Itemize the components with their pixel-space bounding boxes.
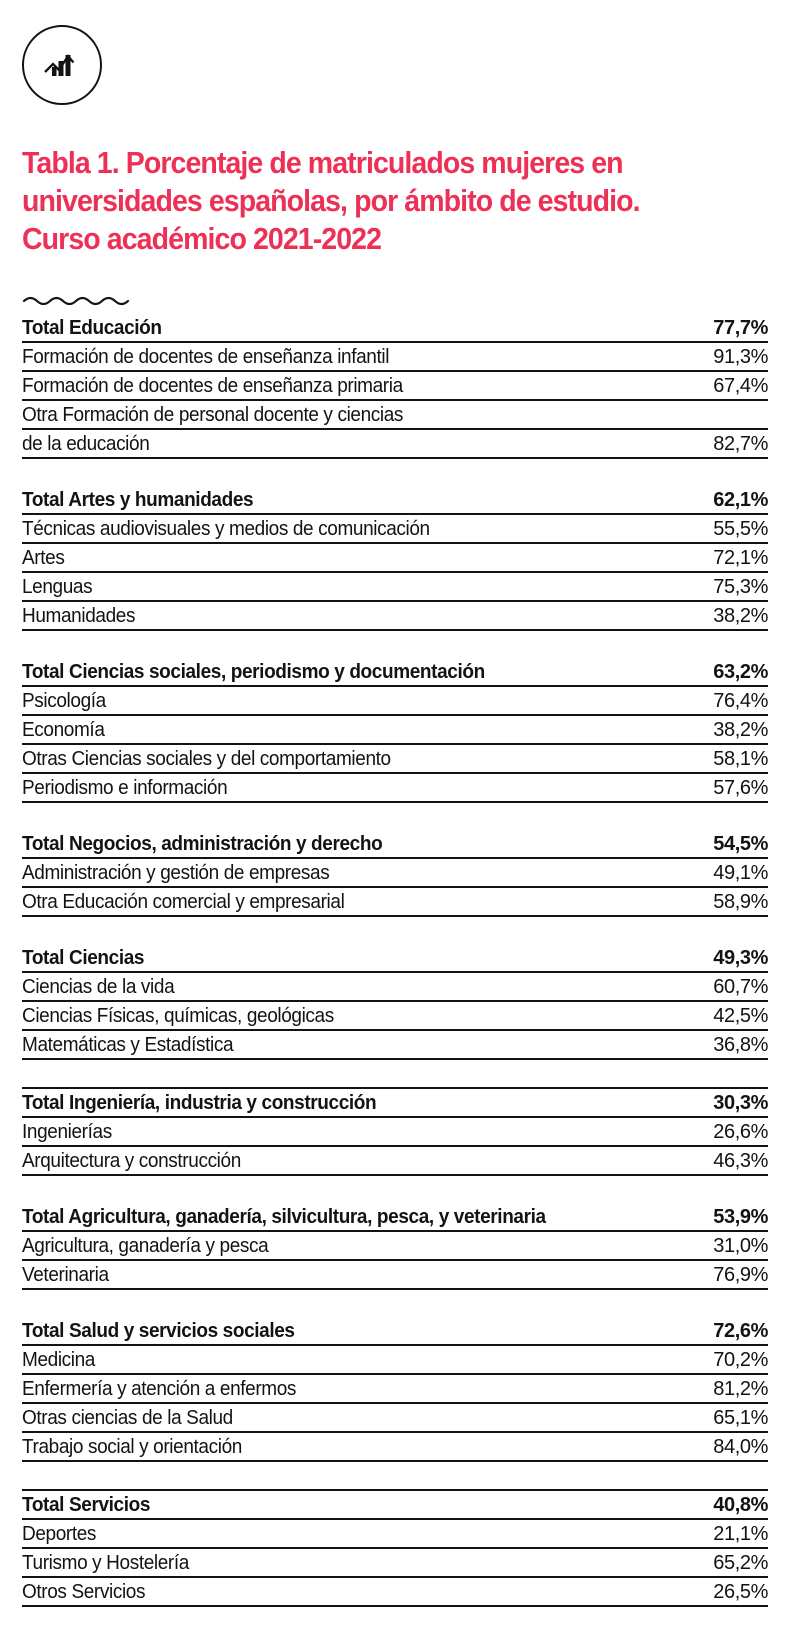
table-row: [22, 430, 768, 459]
row-value: 65,1%: [713, 1407, 768, 1429]
row-label: Total Ciencias: [22, 947, 145, 969]
title-line-2: universidades españolas, por ámbito de estudio.: [22, 183, 640, 218]
table-row: [22, 372, 768, 401]
row-value: 63,2%: [713, 661, 768, 683]
table-row: [22, 888, 768, 917]
squiggle-divider-icon: [22, 294, 130, 306]
row-label: Ciencias Físicas, químicas, geológicas: [22, 1005, 334, 1027]
row-label: Agricultura, ganadería y pesca: [22, 1235, 269, 1257]
row-value: 49,3%: [713, 947, 768, 969]
table-row: [22, 544, 768, 573]
row-label: Total Ciencias sociales, periodismo y documentación: [22, 661, 485, 683]
table-section: [22, 1317, 768, 1462]
row-value: 77,7%: [713, 317, 768, 339]
row-value: 58,1%: [713, 748, 768, 770]
row-value: 72,6%: [713, 1320, 768, 1342]
row-label: Total Salud y servicios sociales: [22, 1320, 295, 1342]
table-section: [22, 658, 768, 803]
table-row: [22, 716, 768, 745]
section-total-row: [22, 1317, 768, 1346]
section-total-row: [22, 486, 768, 515]
table-row: [22, 1520, 768, 1549]
section-total-row: [22, 1203, 768, 1232]
row-value: 46,3%: [713, 1150, 768, 1172]
row-label: Humanidades: [22, 605, 136, 627]
title-line-1: Tabla 1. Porcentaje de matriculados mujeres en: [22, 145, 623, 180]
table-section: [22, 830, 768, 917]
row-label: Otra Educación comercial y empresarial: [22, 891, 345, 913]
row-value: 84,0%: [713, 1436, 768, 1458]
row-value: 91,3%: [713, 346, 768, 368]
row-value: 31,0%: [713, 1235, 768, 1257]
row-value: 65,2%: [713, 1552, 768, 1574]
table-section: [22, 486, 768, 631]
row-value: 36,8%: [713, 1034, 768, 1056]
row-label: Lenguas: [22, 576, 93, 598]
row-value: 57,6%: [713, 777, 768, 799]
table-section: [22, 944, 768, 1060]
row-value: 53,9%: [713, 1206, 768, 1228]
row-label: Total Artes y humanidades: [22, 489, 254, 511]
table-section: [22, 1087, 768, 1176]
page-title: [22, 144, 708, 258]
table-row: [22, 687, 768, 716]
row-value: 72,1%: [713, 547, 768, 569]
row-label: de la educación: [22, 433, 150, 455]
table-row: [22, 1433, 768, 1462]
table-row: [22, 602, 768, 631]
table-row: [22, 859, 768, 888]
section-total-row: [22, 658, 768, 687]
row-label: Medicina: [22, 1349, 96, 1371]
row-value: 21,1%: [713, 1523, 768, 1545]
section-total-row: [22, 944, 768, 973]
row-value: 62,1%: [713, 489, 768, 511]
row-value: 58,9%: [713, 891, 768, 913]
row-label: Trabajo social y orientación: [22, 1436, 242, 1458]
row-label: Artes: [22, 547, 65, 569]
table-row: [22, 1549, 768, 1578]
row-label: Periodismo e información: [22, 777, 228, 799]
row-label: Enfermería y atención a enfermos: [22, 1378, 297, 1400]
row-label: Otras ciencias de la Salud: [22, 1407, 233, 1429]
logo: [22, 25, 102, 105]
table-section: [22, 1203, 768, 1290]
row-label: Otras Ciencias sociales y del comportamiento: [22, 748, 391, 770]
row-value: 81,2%: [713, 1378, 768, 1400]
row-label: Deportes: [22, 1523, 97, 1545]
row-label: Psicología: [22, 690, 106, 712]
row-label: Formación de docentes de enseñanza primaria: [22, 375, 403, 397]
bar-chart-trend-icon: [40, 43, 84, 87]
row-value: 54,5%: [713, 833, 768, 855]
row-value: 67,4%: [713, 375, 768, 397]
row-label: Total Negocios, administración y derecho: [22, 833, 383, 855]
row-label: Otros Servicios: [22, 1581, 146, 1603]
row-label: Ingenierías: [22, 1121, 112, 1143]
row-value: 38,2%: [713, 605, 768, 627]
title-line-3: Curso académico 2021-2022: [22, 221, 382, 256]
table-row: [22, 1375, 768, 1404]
row-value: 55,5%: [713, 518, 768, 540]
row-label: Total Educación: [22, 317, 162, 339]
row-label: Administración y gestión de empresas: [22, 862, 330, 884]
row-label: Total Servicios: [22, 1494, 151, 1516]
row-value: 75,3%: [713, 576, 768, 598]
row-label: Técnicas audiovisuales y medios de comunicación: [22, 518, 430, 540]
row-value: 40,8%: [713, 1494, 768, 1516]
table-row: [22, 745, 768, 774]
table-row: [22, 1346, 768, 1375]
section-total-row: [22, 830, 768, 859]
table-row: [22, 1031, 768, 1060]
row-value: 76,9%: [713, 1264, 768, 1286]
table-row: [22, 973, 768, 1002]
row-label: Veterinaria: [22, 1264, 109, 1286]
row-label: Total Agricultura, ganadería, silvicultura, pesca, y veterinaria: [22, 1206, 546, 1228]
row-label: Matemáticas y Estadística: [22, 1034, 234, 1056]
row-value: 26,6%: [713, 1121, 768, 1143]
table-row: [22, 1147, 768, 1176]
row-value: 49,1%: [713, 862, 768, 884]
table-row: [22, 1404, 768, 1433]
table-row: [22, 515, 768, 544]
row-label: Turismo y Hostelería: [22, 1552, 189, 1574]
table-row: [22, 1232, 768, 1261]
row-value: 26,5%: [713, 1581, 768, 1603]
table-row: [22, 401, 768, 430]
row-value: 38,2%: [713, 719, 768, 741]
table-row: [22, 1578, 768, 1607]
table-row: [22, 573, 768, 602]
row-value: 60,7%: [713, 976, 768, 998]
row-label: Total Ingeniería, industria y construcción: [22, 1092, 377, 1114]
table-row: [22, 343, 768, 372]
table-section: [22, 1489, 768, 1607]
section-total-row: [22, 314, 768, 343]
row-value: 76,4%: [713, 690, 768, 712]
table-row: [22, 1002, 768, 1031]
row-label: Arquitectura y construcción: [22, 1150, 241, 1172]
table-row: [22, 1261, 768, 1290]
row-label: Formación de docentes de enseñanza infantil: [22, 346, 390, 368]
table-row: [22, 1118, 768, 1147]
row-label: Ciencias de la vida: [22, 976, 175, 998]
table-row: [22, 774, 768, 803]
row-value: 82,7%: [713, 433, 768, 455]
row-label: Economía: [22, 719, 105, 741]
row-label: Otra Formación de personal docente y ciencias: [22, 404, 404, 426]
table-section: [22, 314, 768, 459]
section-total-row: [22, 1491, 768, 1520]
section-total-row: [22, 1089, 768, 1118]
row-value: 42,5%: [713, 1005, 768, 1027]
row-value: 30,3%: [713, 1092, 768, 1114]
row-value: 70,2%: [713, 1349, 768, 1371]
data-table: [22, 314, 768, 1607]
